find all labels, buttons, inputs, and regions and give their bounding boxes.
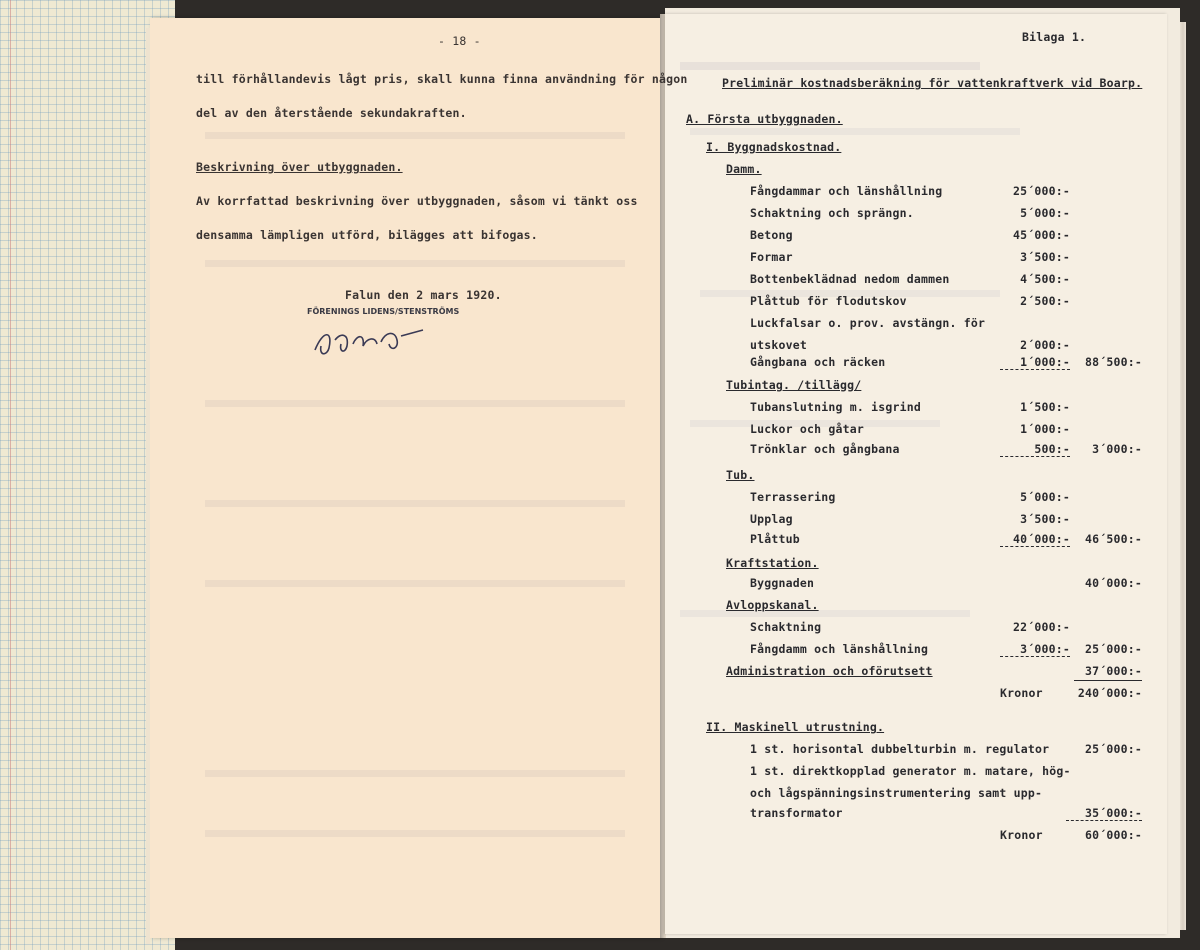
- line-item-amount: 500:-: [1034, 442, 1070, 456]
- document-title: Preliminär kostnadsberäkning för vattenkraftverk vid Boarp.: [722, 76, 1143, 90]
- line-item-label: Tubanslutning m. isgrind: [750, 400, 921, 414]
- bleed-through: [205, 500, 625, 507]
- sum-rule: [1000, 369, 1070, 370]
- machinery-total: 25´000:-: [1085, 742, 1142, 756]
- machinery-total: 35´000:-: [1085, 806, 1142, 820]
- group-total: 88´500:-: [1085, 355, 1142, 369]
- sum-rule: [1066, 820, 1142, 821]
- line-item-amount: 2´000:-: [1020, 338, 1070, 352]
- line-item-amount: 25´000:-: [1013, 184, 1070, 198]
- machinery-line: 1 st. direktkopplad generator m. matare, hög-: [750, 764, 1071, 778]
- line-item-amount: 1´000:-: [1020, 422, 1070, 436]
- line-item-amount: 1´500:-: [1020, 400, 1070, 414]
- administration-label: Administration och oförutsett: [726, 664, 933, 678]
- line-item-label: Upplag: [750, 512, 793, 526]
- line-item-label: Plåttub för flodutskov: [750, 294, 907, 308]
- bleed-through: [680, 62, 980, 70]
- line-item-amount: 40´000:-: [1013, 532, 1070, 546]
- line-item-label: Fångdammar och länshållning: [750, 184, 943, 198]
- line-item-label: Bottenbeklädnad nedom dammen: [750, 272, 950, 286]
- total-rule: [1074, 680, 1142, 681]
- line-item-amount: 1´000:-: [1020, 355, 1070, 369]
- body-line: Av korrfattad beskrivning över utbyggnaden, såsom vi tänkt oss: [196, 194, 638, 208]
- left-page: [150, 18, 660, 938]
- machinery-total-label: Kronor: [1000, 828, 1043, 842]
- subtotal-amount: 240´000:-: [1077, 686, 1142, 700]
- bleed-through: [205, 580, 625, 587]
- line-item-amount: 3´500:-: [1020, 512, 1070, 526]
- signature-text: Per Brodin: [309, 366, 315, 367]
- sum-rule: [1000, 456, 1070, 457]
- subtotal-label: Kronor: [1000, 686, 1043, 700]
- bleed-through: [205, 770, 625, 777]
- line-item-label: Trönklar och gångbana: [750, 442, 900, 456]
- line-item-label: Terrassering: [750, 490, 836, 504]
- group-total: 3´000:-: [1092, 442, 1142, 456]
- line-item-label: utskovet: [750, 338, 807, 352]
- bleed-through: [690, 128, 1020, 135]
- line-item-amount: 5´000:-: [1020, 206, 1070, 220]
- body-line: till förhållandevis lågt pris, skall kunna finna användning för någon: [196, 72, 688, 86]
- section-a-heading: A. Första utbyggnaden.: [686, 112, 843, 126]
- body-line: densamma lämpligen utförd, bilägges att bifogas.: [196, 228, 538, 242]
- line-item-amount: 3´000:-: [1020, 642, 1070, 656]
- stamp-text: FÖRENINGS LIDENS/STENSTRÖMS: [307, 307, 460, 316]
- bleed-through: [205, 830, 625, 837]
- line-item-label: Formar: [750, 250, 793, 264]
- line-item-amount: 5´000:-: [1020, 490, 1070, 504]
- group-heading-tubintag: Tubintag. /tillägg/: [726, 378, 862, 392]
- group-total: 25´000:-: [1085, 642, 1142, 656]
- line-item-label: Schaktning: [750, 620, 822, 634]
- line-item-amount: 4´500:-: [1020, 272, 1070, 286]
- signature-stamp: [305, 300, 460, 370]
- line-item-amount: 22´000:-: [1013, 620, 1070, 634]
- line-item-label: Byggnaden: [750, 576, 815, 590]
- group-heading-tub: Tub.: [726, 468, 755, 482]
- line-item-label: Fångdamm och länshållning: [750, 642, 929, 656]
- line-item-label: Luckfalsar o. prov. avstängn. för: [750, 316, 986, 330]
- group-heading-kraftstation: Kraftstation.: [726, 556, 819, 570]
- line-item-amount: 3´500:-: [1020, 250, 1070, 264]
- machinery-grand-total: 60´000:-: [1085, 828, 1142, 842]
- section-ii-heading: II. Maskinell utrustning.: [706, 720, 885, 734]
- body-line: del av den återstående sekundakraften.: [196, 106, 467, 120]
- line-item-label: Schaktning och sprängn.: [750, 206, 914, 220]
- group-total: 46´500:-: [1085, 532, 1142, 546]
- section-i-heading: I. Byggnadskostnad.: [706, 140, 842, 154]
- bleed-through: [205, 400, 625, 407]
- line-item-label: Luckor och gåtar: [750, 422, 864, 436]
- sum-rule: [1000, 546, 1070, 547]
- bleed-through: [205, 132, 625, 139]
- attachment-label: Bilaga 1.: [1022, 30, 1087, 44]
- section-heading: Beskrivning över utbyggnaden.: [196, 160, 403, 174]
- sum-rule: [1000, 656, 1070, 657]
- group-total: 40´000:-: [1085, 576, 1142, 590]
- group-heading-avloppskanal: Avloppskanal.: [726, 598, 819, 612]
- line-item-label: Plåttub: [750, 532, 800, 546]
- signature-place-date: Falun den 2 mars 1920.: [345, 288, 502, 302]
- line-item-amount: 2´500:-: [1020, 294, 1070, 308]
- bleed-through: [680, 610, 970, 617]
- signature-icon: [315, 330, 423, 354]
- page-number: - 18 -: [438, 34, 481, 48]
- machinery-line: och lågspänningsinstrumentering samt upp-: [750, 786, 1043, 800]
- line-item-label: Betong: [750, 228, 793, 242]
- line-item-label: Gångbana och räcken: [750, 355, 886, 369]
- line-item-amount: 45´000:-: [1013, 228, 1070, 242]
- machinery-line: 1 st. horisontal dubbelturbin m. regulator: [750, 742, 1050, 756]
- group-heading-damm: Damm.: [726, 162, 762, 176]
- machinery-line: transformator: [750, 806, 843, 820]
- bleed-through: [205, 260, 625, 267]
- administration-total: 37´000:-: [1085, 664, 1142, 678]
